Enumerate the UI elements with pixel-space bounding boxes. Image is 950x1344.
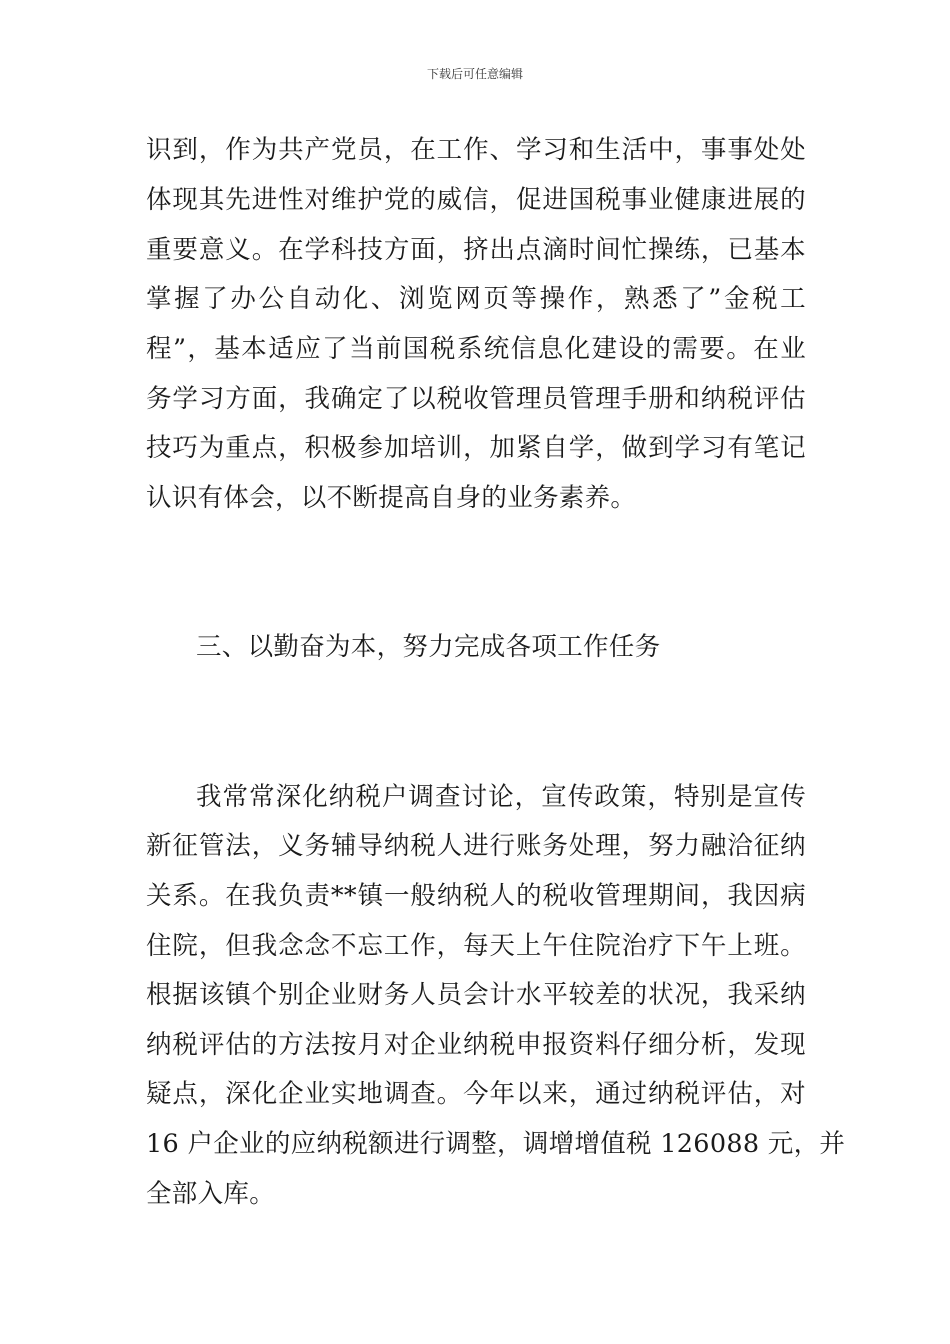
text-line: 全部入库。 <box>146 1179 276 1209</box>
text-line: 技巧为重点，积极参加培训，加紧自学，做到学习有笔记 <box>146 433 806 463</box>
text-line: 掌握了办公自动化、浏览网页等操作，熟悉了”金税工 <box>146 284 806 314</box>
text-line: 认识有体会，以不断提高自身的业务素养。 <box>146 483 637 513</box>
page-header: 下载后可任意编辑 <box>426 67 523 81</box>
text-line: 新征管法，义务辅导纳税人进行账务处理，努力融洽征纳 <box>146 831 806 861</box>
text-line: 根据该镇个别企业财务人员会计水平较差的状况，我采纳 <box>146 980 806 1010</box>
text-line: 疑点，深化企业实地调查。今年以来，通过纳税评估，对 <box>146 1079 806 1109</box>
text-line: 关系。在我负责**镇一般纳税人的税收管理期间，我因病 <box>146 881 806 911</box>
text-line: 我常常深化纳税户调查讨论，宣传政策，特别是宣传 <box>196 782 806 812</box>
text-line: 识到，作为共产党员，在工作、学习和生活中，事事处处 <box>146 135 806 165</box>
text-line: 纳税评估的方法按月对企业纳税申报资料仔细分析，发现 <box>146 1030 806 1060</box>
text-line: 务学习方面，我确定了以税收管理员管理手册和纳税评估 <box>146 384 806 414</box>
text-line: 住院，但我念念不忘工作，每天上午住院治疗下午上班。 <box>146 931 806 961</box>
text-line: 体现其先进性对维护党的威信，促进国税事业健康进展的 <box>146 185 806 215</box>
text-line: 16 户企业的应纳税额进行调整，调增增值税 126088 元，并 <box>146 1129 846 1159</box>
section-heading: 三、以勤奋为本，努力完成各项工作任务 <box>196 632 661 662</box>
text-line: 程”，基本适应了当前国税系统信息化建设的需要。在业 <box>146 334 806 364</box>
text-line: 重要意义。在学科技方面，挤出点滴时间忙操练，已基本 <box>146 235 806 265</box>
